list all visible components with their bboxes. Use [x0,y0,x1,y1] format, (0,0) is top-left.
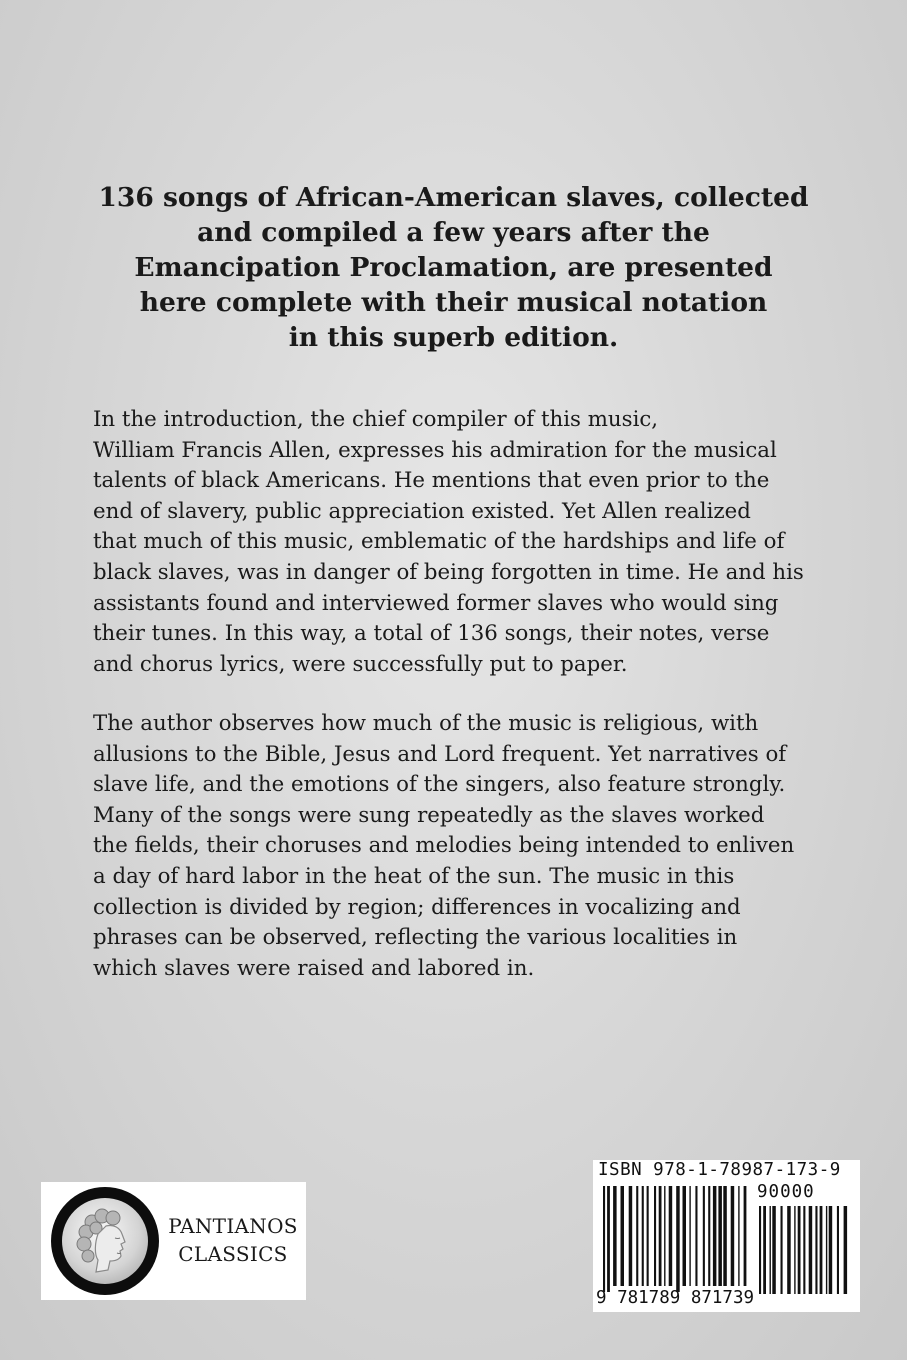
ean-digits-text: 9 781789 871739 [596,1288,755,1308]
barcode-bar [820,1206,823,1294]
paragraph-line: In the introduction, the chief compiler of this music, [93,407,659,432]
barcode-bar [759,1206,761,1294]
barcode-bar [731,1186,735,1286]
publisher-logo [41,1182,306,1300]
barcode-bar [794,1206,795,1294]
paragraph-line: Many of the songs were sung repeatedly as the slaves worked [93,802,765,828]
barcode-bar [787,1206,791,1294]
barcode-bar [844,1206,848,1294]
barcode-bar [809,1206,813,1294]
barcode-bar [621,1186,625,1286]
description-paragraph-1 [93,405,853,680]
barcode-bar [744,1186,747,1286]
barcode-bar [772,1206,776,1294]
blurb-line: Emancipation Proclamation, are presented [134,252,773,283]
blurb-line: in this superb edition. [288,322,619,353]
isbn-barcode [593,1160,860,1312]
paragraph-line: which slaves were raised and labored in. [93,955,535,981]
paragraph-line: assistants found and interviewed former slaves who would sing [93,590,779,616]
barcode-bar [703,1186,705,1286]
price-addon-text: 90000 [757,1182,815,1202]
barcode-bar [607,1186,610,1292]
publisher-name-line-2: CLASSICS [178,1242,288,1266]
barcode-bar [798,1206,801,1294]
medallion-ring [51,1187,159,1295]
paragraph-line: allusions to the Bible, Jesus and Lord frequent. Yet narratives of [93,741,787,767]
barcode-bar [629,1186,633,1286]
barcode-bar [695,1186,697,1286]
barcode-bar [669,1186,673,1286]
paragraph-line: and chorus lyrics, were successfully put to paper. [93,651,628,677]
paragraph-line: their tunes. In this way, a total of 136 songs, their notes, verse [93,621,770,647]
barcode-bar [676,1186,680,1292]
barcode-bar [708,1186,710,1286]
paragraph-line: end of slavery, public appreciation existed. Yet Allen realized [93,498,751,524]
paragraph-line: phrases can be observed, reflecting the various localities in [93,925,738,951]
barcode-bar [689,1186,690,1286]
barcode-bar [647,1186,649,1286]
paragraph-line: that much of this music, emblematic of the hardships and life of [93,529,785,555]
isbn-text: ISBN 978-1-78987-173-9 [598,1160,841,1180]
barcode-bar [654,1186,656,1286]
barcode-bar [781,1206,783,1294]
barcode-bar [803,1206,805,1294]
barcode-bar [826,1206,827,1294]
classical-profile-icon [62,1198,148,1284]
barcode-bar [642,1186,644,1286]
barcode-bar [763,1206,766,1294]
publisher-name-line-1: PANTIANOS [168,1214,298,1238]
barcode-bar [815,1206,817,1294]
addon-barcode-bars [759,1206,849,1294]
ean-barcode-bars [603,1186,753,1292]
paragraph-line: collection is divided by region; differences in vocalizing and [93,894,741,920]
description-paragraph-2 [93,709,853,984]
paragraph-line: talents of black Americans. He mentions that even prior to the [93,468,770,494]
paragraph-line: William Francis Allen, expresses his admiration for the musical [93,437,777,463]
barcode-bar [613,1186,617,1286]
barcode-bar [718,1186,722,1286]
paragraph-line: a day of hard labor in the heat of the sun. The music in this [93,863,735,889]
paragraph-line: slave life, and the emotions of the singers, also feature strongly. [93,772,786,798]
barcode-bar [837,1206,839,1294]
paragraph-line: The author observes how much of the music is religious, with [93,711,759,736]
barcode-bar [770,1206,771,1294]
paragraph-line: black slaves, was in danger of being forgotten in time. He and his [93,559,804,585]
blurb-line: and compiled a few years after the [197,217,710,248]
barcode-bar [829,1206,833,1294]
barcode-bar [683,1186,687,1286]
barcode-bar [636,1186,638,1286]
blurb-line: here complete with their musical notation [139,287,768,318]
paragraph-line: the fields, their choruses and melodies being intended to enliven [93,833,795,859]
publisher-name [163,1212,303,1268]
back-cover-blurb [60,180,847,355]
blurb-line: 136 songs of African-American slaves, collected [98,182,809,213]
barcode-bar [723,1186,727,1286]
barcode-bar [664,1186,665,1286]
barcode-bar [603,1186,605,1292]
barcode-bar [659,1186,662,1286]
barcode-bar [738,1186,739,1286]
barcode-bar [713,1186,717,1286]
